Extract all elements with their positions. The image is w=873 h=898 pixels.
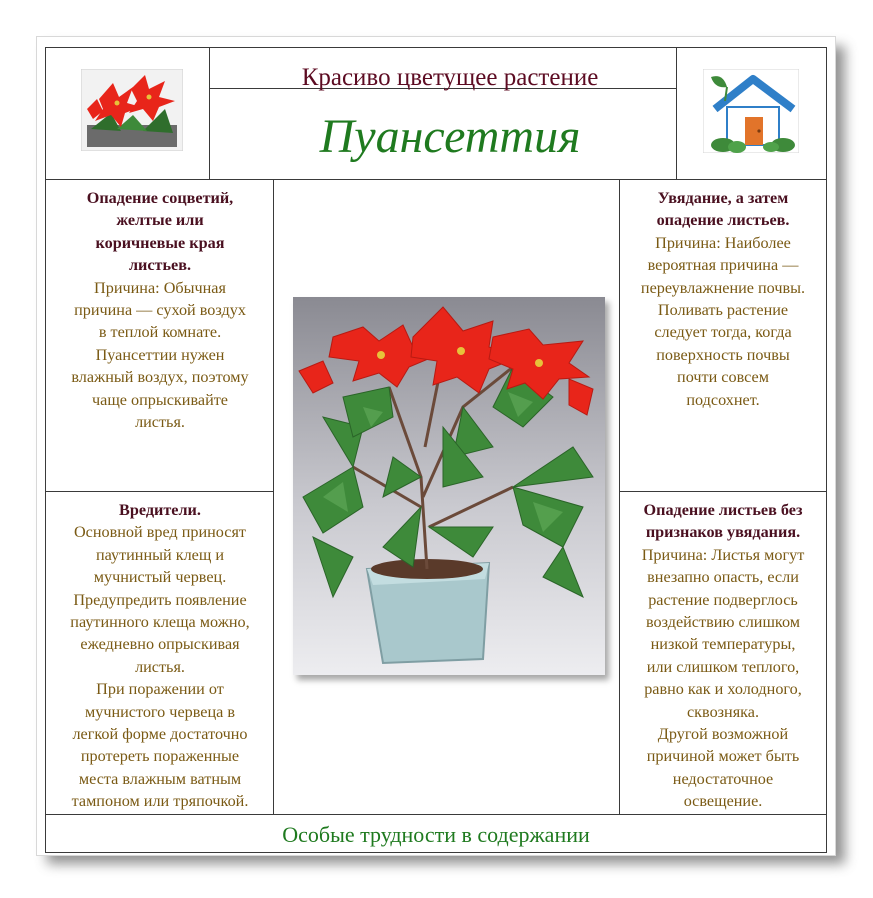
info-card [36, 36, 836, 856]
house-icon [703, 69, 799, 153]
left-row-divider [45, 491, 274, 492]
cell-text: Причина: Наиболее вероятная причина — переувлажнение почвы. Поливать растение следует тогда, когда поверхность почвы почти совсем подсохнет. [640, 233, 806, 409]
cell-wilting [620, 187, 826, 411]
border-left [45, 47, 46, 853]
subtitle: Красиво цветущее растение [301, 64, 599, 91]
right-row-divider [619, 491, 827, 492]
cell-text: Основной вред приносят паутинный клещ и мучнистый червец. Предупредить появление паутинного клеща можно, ежедневно опрыскивая листья. При поражении от мучнистого червеца в легкой форме достаточно протереть пораженные места влажным ватным тампоном или тряпочкой. [70, 523, 250, 811]
cell-text: Причина: Листья могут внезапно опасть, если растение подверглось воздействию слишком низкой температуры, или слишком теплого, равно как и холодного, сквозняка. Другой возможной причиной может быть недостаточное освещение. [641, 545, 805, 811]
table-grid [45, 47, 827, 853]
cell-leaf-drop [620, 499, 826, 813]
page-title: Пуансеттия [319, 110, 581, 163]
border-right [826, 47, 827, 853]
poinsettia-thumbnail [81, 69, 183, 151]
cell-heading: Вредители. [119, 501, 201, 519]
cell-heading: Опадение листьев без признаков увядания. [643, 501, 803, 542]
footer-divider [45, 814, 827, 815]
cell-flower-drop [47, 187, 273, 433]
footer-caption: Особые трудности в содержании [282, 822, 590, 847]
cell-pests [47, 499, 273, 813]
cell-text: Причина: Обычная причина — сухой воздух в теплой комнате. Пуансеттии нужен влажный воздух, поэтому чаще опрыскивайте листья. [71, 278, 249, 432]
border-top [45, 47, 827, 48]
body-left-divider [273, 179, 274, 815]
cell-heading: Увядание, а затем опадение листьев. [656, 189, 790, 230]
header-left-divider [209, 47, 210, 180]
cell-heading: Опадение соцветий, желтые или коричневые края листьев. [86, 189, 234, 275]
poinsettia-photo [293, 297, 605, 675]
